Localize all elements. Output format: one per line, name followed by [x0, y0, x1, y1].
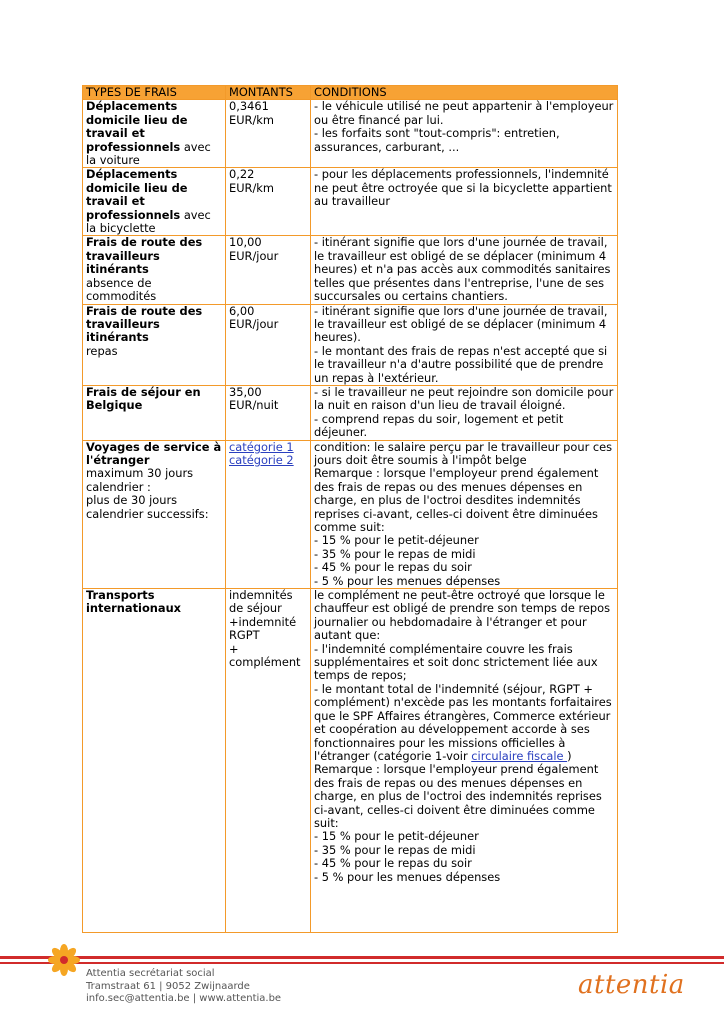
condition-line: - comprend repas du soir, logement et petit — [314, 411, 564, 426]
footer-contact: info.sec@attentia.be | www.attentia.be — [86, 993, 282, 1005]
table-body — [83, 100, 618, 933]
type-title-line — [86, 318, 222, 331]
amount-line: 6,00 — [229, 303, 255, 318]
type-title-line — [86, 263, 222, 276]
type-cell — [83, 385, 226, 440]
type-detail-line: la voiture — [86, 153, 140, 168]
condition-line: assurances, carburant, ... — [314, 139, 460, 154]
conditions-cell — [311, 440, 618, 588]
type-title-text: internationaux — [86, 601, 182, 616]
type-title-line — [86, 168, 222, 181]
type-title-line — [86, 127, 222, 140]
amount-cell — [226, 100, 311, 168]
amount-line: indemnités — [229, 588, 293, 603]
amount-cell — [226, 440, 311, 588]
type-title-line — [86, 236, 222, 249]
condition-line: - le montant des frais de repas n'est accepté que si — [314, 343, 608, 358]
attentia-flower-icon — [48, 944, 80, 976]
type-title-line — [86, 250, 222, 263]
condition-line: - itinérant signifie que lors d'une journée de travail, — [314, 303, 608, 318]
type-inline-text: avec — [180, 207, 211, 222]
footer-company: Attentia secrétariat social — [86, 968, 215, 979]
type-detail-line: la bicyclette — [86, 221, 156, 236]
type-cell — [83, 100, 226, 168]
type-detail-line: commodités — [86, 289, 157, 304]
table-row — [83, 168, 618, 236]
type-title-text: travailleurs — [86, 316, 160, 331]
condition-line: charge, en plus de l'octroi desdites indemnités — [314, 493, 581, 508]
footer-address — [86, 968, 281, 1006]
amount-link-line — [229, 454, 307, 467]
type-title-line — [86, 441, 222, 454]
amount-line: RGPT — [229, 628, 260, 643]
table-row — [83, 100, 618, 168]
footer-street: Tramstraat 61 | 9052 Zwijnaarde — [86, 980, 250, 992]
amount-cell — [226, 304, 311, 385]
condition-line: - 15 % pour le petit-déjeuner — [314, 533, 479, 548]
condition-line: ne peut être octroyée que si la bicyclette appartient — [314, 180, 612, 195]
type-detail-line: repas — [86, 343, 118, 358]
condition-line: déjeuner. — [314, 425, 368, 440]
amount-cell — [226, 385, 311, 440]
condition-line: - 15 % pour le petit-déjeuner — [314, 829, 479, 844]
type-title-text: professionnels — [86, 139, 181, 154]
condition-line: - l'indemnité complémentaire couvre les frais — [314, 641, 573, 656]
type-title-text: Frais de route des — [86, 235, 203, 250]
amount-cell — [226, 236, 311, 304]
type-title-line — [86, 589, 222, 602]
amount-cell — [226, 168, 311, 236]
table-row — [83, 440, 618, 588]
type-title-text: Déplacements — [86, 99, 178, 114]
type-title-line — [86, 602, 222, 615]
amount-line: + — [229, 641, 239, 656]
type-title-text: Déplacements — [86, 167, 178, 182]
amount-line: 0,3461 — [229, 99, 269, 114]
amount-line: 35,00 — [229, 384, 262, 399]
condition-line: autant que: — [314, 628, 381, 643]
type-detail-line: calendrier successifs: — [86, 506, 209, 521]
type-title-text: domicile lieu de — [86, 180, 188, 195]
condition-line: - les forfaits sont "tout-compris": entretien, — [314, 126, 560, 141]
condition-line: - 45 % pour le repas du soir — [314, 856, 472, 871]
conditions-cell — [311, 589, 618, 933]
condition-line: la nuit en raison d'un lieu de travail éloigné. — [314, 398, 566, 413]
type-title-text: Frais de séjour en — [86, 384, 201, 399]
type-title-text: professionnels — [86, 207, 181, 222]
type-cell — [83, 589, 226, 933]
condition-line: heures) et n'a pas accès aux commodités sanitaires — [314, 262, 611, 277]
header-amounts: MONTANTS — [226, 86, 311, 100]
condition-line: journalier ou hebdomadaire à l'étranger et pour — [314, 614, 587, 629]
condition-link-suffix: ) — [567, 748, 572, 763]
type-cell — [83, 440, 226, 588]
category-2-link[interactable]: catégorie 2 — [229, 452, 294, 467]
amount-line: EUR/jour — [229, 248, 279, 263]
condition-line: temps de repos; — [314, 668, 407, 683]
condition-line: suit: — [314, 815, 339, 830]
type-title-line — [86, 100, 222, 113]
amount-line: EUR/nuit — [229, 398, 279, 413]
type-title-line — [86, 331, 222, 344]
condition-line: au travailleur — [314, 194, 391, 209]
type-title-line — [86, 114, 222, 127]
condition-line: fonctionnaires pour les missions officielles à — [314, 735, 566, 750]
table-header-row — [83, 86, 618, 100]
condition-line: des frais de repas ou des menues dépenses en — [314, 479, 583, 494]
amount-line: EUR/jour — [229, 316, 279, 331]
table-row — [83, 304, 618, 385]
condition-line: telles que présentes dans l'entreprise, l'une de ses — [314, 275, 605, 290]
type-cell — [83, 236, 226, 304]
condition-line: ci-avant, celles-ci doivent être diminuées comme — [314, 802, 595, 817]
amount-line: EUR/km — [229, 180, 274, 195]
condition-line: Remarque : lorsque l'employeur prend également — [314, 466, 599, 481]
table-row — [83, 236, 618, 304]
condition-line: - 35 % pour le repas de midi — [314, 546, 476, 561]
type-title-line — [86, 182, 222, 195]
condition-line: - si le travailleur ne peut rejoindre son domicile pour — [314, 384, 614, 399]
header-conditions: CONDITIONS — [311, 86, 618, 100]
condition-line: le travailleur est obligé de se déplacer (minimum 4 — [314, 316, 607, 331]
type-detail-line: absence de — [86, 275, 152, 290]
attentia-logo: attentia — [578, 970, 685, 1000]
type-title-line — [86, 305, 222, 318]
amount-cell — [226, 589, 311, 933]
footer-rule-bottom — [0, 962, 724, 964]
condition-line: comme suit: — [314, 520, 385, 534]
condition-line: - 45 % pour le repas du soir — [314, 560, 472, 575]
condition-line: le travailleur est obligé de se déplacer (minimum 4 — [314, 248, 607, 263]
condition-line: - le montant total de l'indemnité (séjour, RGPT + — [314, 681, 593, 696]
condition-line: - itinérant signifie que lors d'une journée de travail, — [314, 235, 608, 250]
table-row — [83, 589, 618, 933]
category-1-link[interactable]: catégorie 1 — [229, 439, 294, 454]
amount-line: +indemnité — [229, 614, 297, 629]
type-title-line — [86, 386, 222, 399]
condition-line: ou être financé par lui. — [314, 112, 444, 127]
type-title-text: travail et — [86, 194, 145, 209]
circulaire-fiscale-link[interactable]: circulaire fiscale — [471, 748, 568, 763]
type-title-text: l'étranger — [86, 452, 150, 467]
type-title-text: Transports — [86, 588, 155, 603]
type-detail-line: plus de 30 jours — [86, 493, 178, 508]
type-title-text: itinérants — [86, 262, 149, 277]
type-cell — [83, 168, 226, 236]
footer-rule-top — [0, 956, 724, 959]
type-cell — [83, 304, 226, 385]
condition-line: - le véhicule utilisé ne peut appartenir à l'employeur — [314, 99, 614, 114]
condition-line: reprises ci-avant, celles-ci doivent être diminuées — [314, 506, 598, 521]
condition-line: chauffeur est obligé de prendre son temps de repos — [314, 601, 611, 616]
amount-line: complément — [229, 655, 301, 670]
conditions-cell — [311, 385, 618, 440]
condition-line: jours doit être soumis à l'impôt belge — [314, 452, 527, 467]
condition-line: et coopération au développement accorde à ses — [314, 722, 590, 737]
condition-line: charge, en plus de l'octroi des indemnités reprises — [314, 789, 602, 804]
condition-line: - 5 % pour les menues dépenses — [314, 869, 501, 884]
type-inline-text: avec — [180, 139, 211, 154]
condition-line: - 5 % pour les menues dépenses — [314, 573, 501, 588]
type-title-text: travail et — [86, 126, 145, 141]
condition-link-prefix: l'étranger (catégorie 1-voir — [314, 748, 472, 763]
condition-line: le complément ne peut-être octroyé que lorsque le — [314, 588, 605, 603]
condition-link-line — [314, 750, 614, 763]
amount-link-line — [229, 441, 307, 454]
condition-line: Remarque : lorsque l'employeur prend également — [314, 762, 599, 777]
condition-line: des frais de repas ou des menues dépenses en — [314, 775, 583, 790]
condition-line: que le SPF Affaires étrangères, Commerce extérieur — [314, 708, 611, 723]
amount-line: 0,22 — [229, 167, 255, 182]
condition-line: un repas à l'extérieur. — [314, 370, 439, 385]
type-detail-line: maximum 30 jours — [86, 466, 194, 481]
amount-line: 10,00 — [229, 235, 262, 250]
conditions-cell — [311, 236, 618, 304]
condition-line: succursales ou certains chantiers. — [314, 289, 508, 304]
type-title-text: Belgique — [86, 398, 143, 413]
type-title-line — [86, 454, 222, 467]
type-detail-line: calendrier : — [86, 479, 151, 494]
amount-line: de séjour — [229, 601, 282, 616]
type-title-text: Voyages de service à — [86, 439, 222, 454]
header-types: TYPES DE FRAIS — [83, 86, 226, 100]
type-title-text: Frais de route des — [86, 303, 203, 318]
type-title-text: travailleurs — [86, 248, 160, 263]
condition-line: - pour les déplacements professionnels, l'indemnité — [314, 167, 609, 182]
type-title-text: itinérants — [86, 330, 149, 345]
type-title-text: domicile lieu de — [86, 112, 188, 127]
condition-line: condition: le salaire perçu par le travailleur pour ces — [314, 439, 613, 454]
type-title-line — [86, 195, 222, 208]
amount-line: EUR/km — [229, 112, 274, 127]
type-title-line — [86, 209, 222, 222]
condition-line: heures). — [314, 330, 361, 345]
fees-table — [82, 85, 618, 933]
table-row — [83, 385, 618, 440]
conditions-cell — [311, 168, 618, 236]
type-title-line — [86, 141, 222, 154]
conditions-cell — [311, 100, 618, 168]
condition-line: le travailleur n'a d'autre possibilité que de prendre — [314, 357, 604, 372]
condition-line: complément) n'excède pas les montants forfaitaires — [314, 695, 612, 710]
type-title-line — [86, 399, 222, 412]
condition-line: supplémentaires et soit donc strictement liée aux — [314, 655, 598, 670]
condition-line: - 35 % pour le repas de midi — [314, 842, 476, 857]
conditions-cell — [311, 304, 618, 385]
